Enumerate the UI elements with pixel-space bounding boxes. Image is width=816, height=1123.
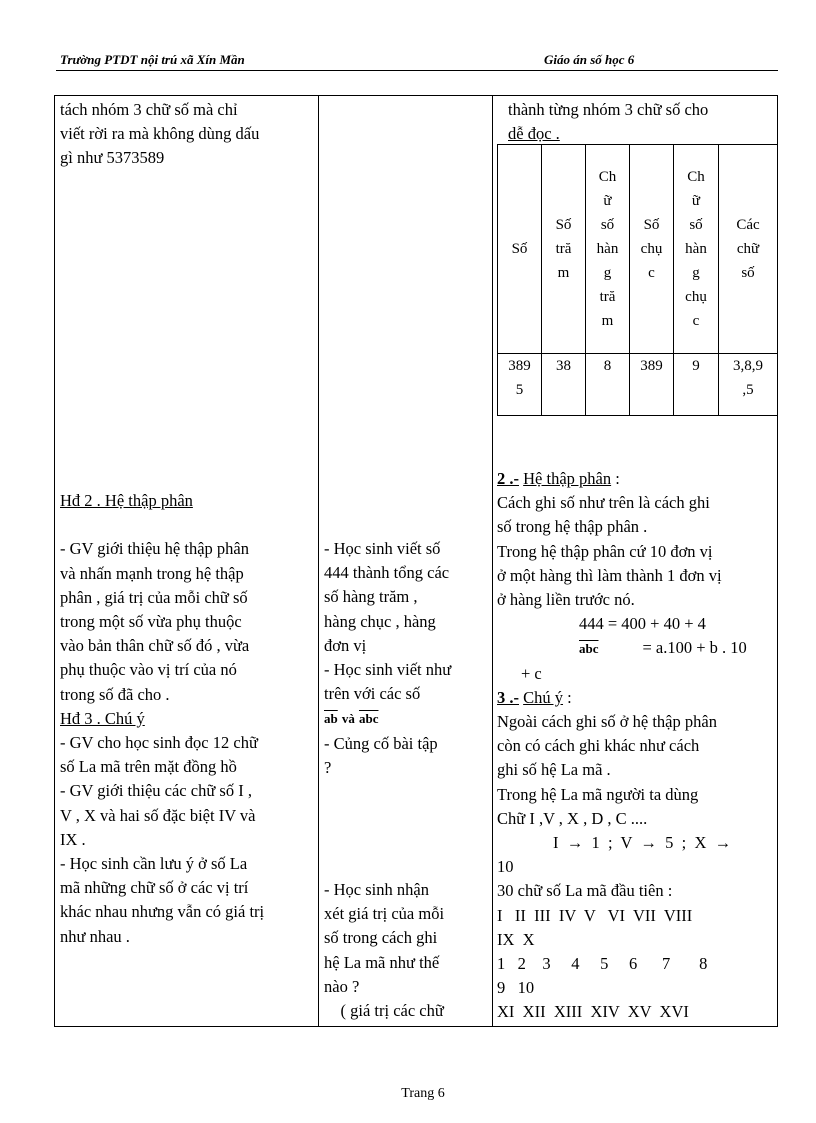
ab-abc-line: $\overline{ab}$ và $\overline{abc}$ — [324, 711, 379, 727]
teacher-column-top: tách nhóm 3 chữ số mà chỉ viết rời ra mà không dùng dấu gì như 5373589 — [60, 100, 260, 168]
table-cell: 8 — [586, 354, 630, 416]
table-cell: 3,8,9 ,5 — [719, 354, 778, 416]
column-divider-1 — [318, 95, 319, 1027]
arabic-numerals-row: 1 2 3 4 5 6 7 8 — [497, 954, 708, 974]
table-cell: 389 — [630, 354, 674, 416]
table-header-cell: Số tră m — [542, 145, 586, 354]
teacher-column-activities: Hđ 2 . Hệ thập phân - GV giới thiệu hệ thập phân và nhấn mạnh trong hệ thập phân , giá trị của mỗi chữ số trong một số vừa phụ thuộc vào bản thân chữ số đó , vừa phụ thuộc vào vị trí của nó trong số đã cho . Hđ 3 . Chú ý - GV cho học sinh đọc 12 chữ số La mã trên mặt đồng hồ - GV giới thiệu các chữ số I , V , X và hai số đặc biệt IV và IX . - Học sinh cần lưu ý ở số La mã những chữ số ở các vị trí khác nhau nhưng vẫn có giá trị như nhau . — [60, 489, 315, 949]
roman-numerals-row: I II III IV V VI VII VIII — [497, 905, 693, 925]
header-lesson-title: Giáo án số học 6 — [544, 52, 635, 67]
roman-numerals-row-2: XI XII XIII XIV XV XVI — [497, 1002, 689, 1022]
equation-444: 444 = 400 + 40 + 4 — [579, 614, 706, 634]
activity-2-title: Hđ 2 . Hệ thập phân — [60, 491, 193, 510]
table-header-cell: Số chụ c — [630, 145, 674, 354]
header-school-name: Trường PTDT nội trú xã Xín Mần — [60, 52, 245, 67]
section-3-heading: 3 .- Chú ý : — [497, 687, 572, 707]
page-number: Trang 6 — [401, 1086, 445, 1101]
section-2-heading: 2 .- Hệ thập phân : — [497, 469, 620, 488]
table-cell: 9 — [674, 354, 719, 416]
column-divider-2 — [492, 95, 493, 1027]
table-cell: 389 5 — [498, 354, 542, 416]
content-column-main: 2 .- Hệ thập phân : Cách ghi số như trên là cách ghi số trong hệ thập phân . Trong hệ thập phân cứ 10 đơn vị ở một hàng thì làm thành 1 đơn vị ở hàng liền trước nó. 444 = 400 + 40 + 4 $\overline{abc} = a.100 + b$ . 10 + c 3 .- Chú ý : Ngoài cách ghi số ở hệ thập phân còn có cách ghi khác như cách ghi số hệ La mã . Trong hệ La mã người ta dùng Chữ I ,V , X , D , C .... I → 1 ; V → 5 ; X → 10 30 chữ số La mã đầu tiên : I II III IV V VI VII VIII IX X 1 2 3 4 5 6 7 8 9 10 XI XII XIII XIV XV XVI — [497, 467, 777, 1025]
table-header-cell: Các chữ số — [719, 145, 778, 354]
content-column-top: thành từng nhóm 3 chữ số cho dễ đọc . — [508, 100, 709, 144]
table-header-cell: Ch ữ số hàn g chụ c — [674, 145, 719, 354]
place-value-table — [497, 144, 778, 416]
activity-3-title: Hđ 3 . Chú ý — [60, 708, 145, 728]
table-header-cell: Số — [498, 145, 542, 354]
roman-arrows: I → 1 ; V → 5 ; X → — [553, 833, 732, 853]
student-column-roman: - Học sinh nhận xét giá trị của mỗi số trong cách ghi hệ La mã như thế nào ? ( giá trị các chữ — [324, 880, 445, 1021]
student-column: - Học sinh viết số 444 thành tổng các số hàng trăm , hàng chục , hàng đơn vị - Học sinh viết như trên với các số $\overline{ab}$ và $\overline{abc}$ - Củng cố bài tập ? — [324, 537, 490, 780]
header-rule — [56, 70, 778, 71]
table-cell: 38 — [542, 354, 586, 416]
equation-abc: $\overline{abc} = a.100 + b$ . 10 — [579, 638, 747, 658]
table-header-cell: Ch ữ số hàn g tră m — [586, 145, 630, 354]
